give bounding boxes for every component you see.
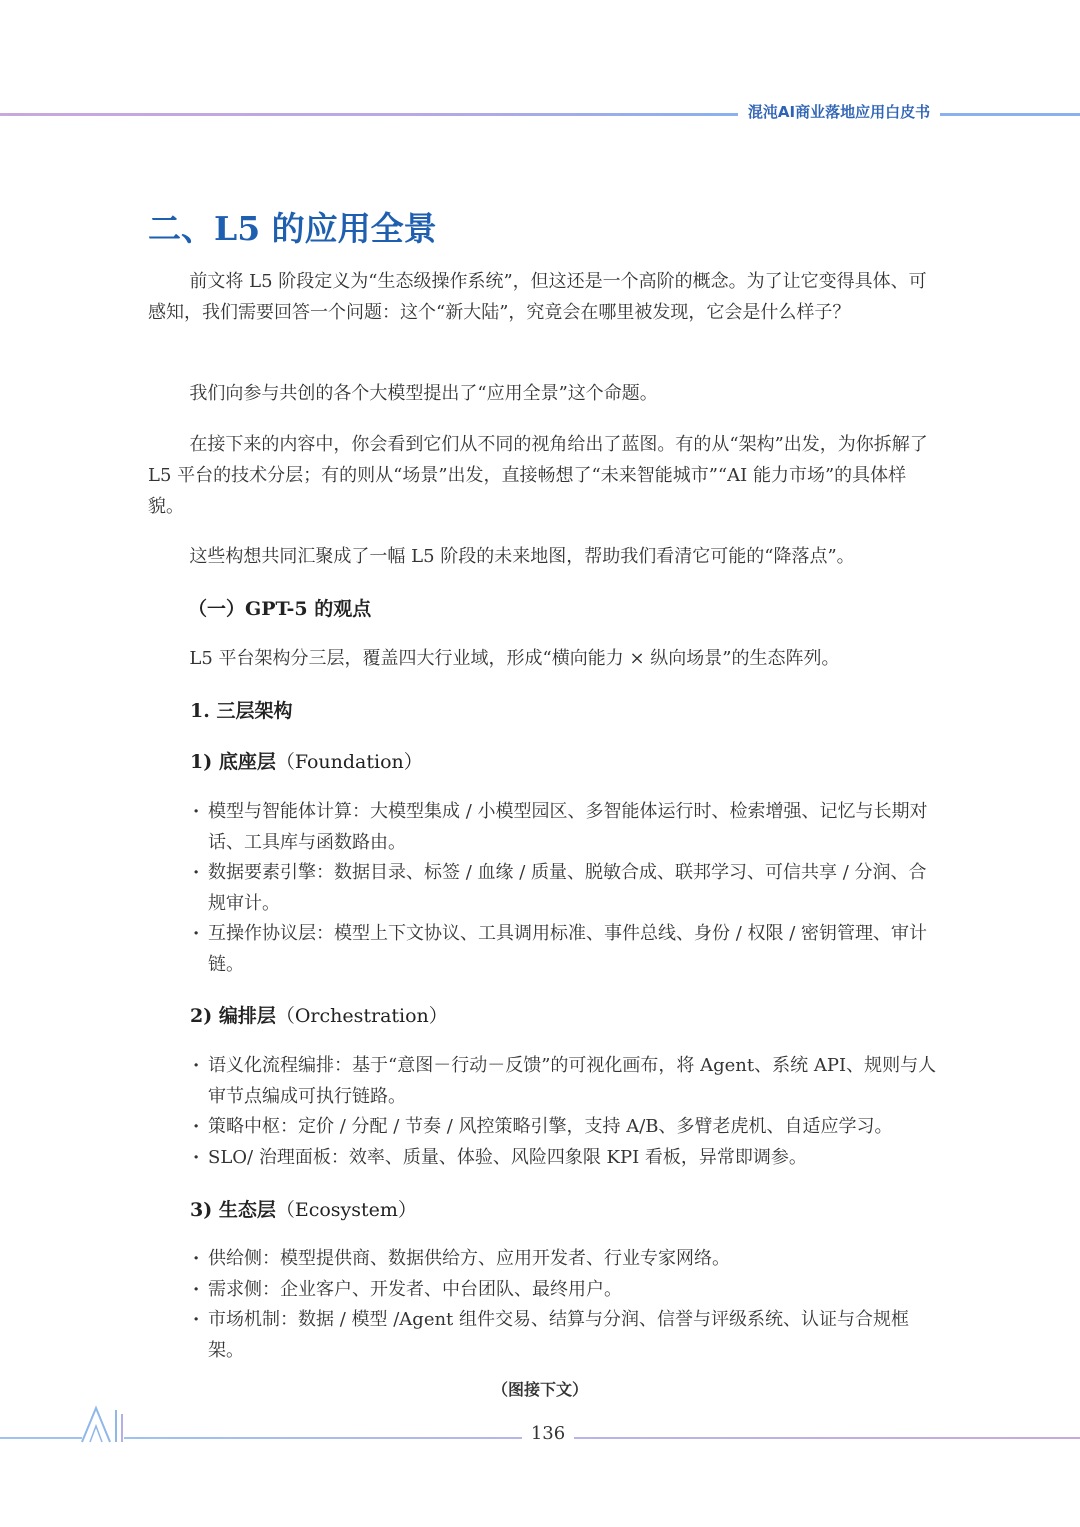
paragraph-4: 这些构想共同汇聚成了一幅 L5 阶段的未来地图，帮助我们看清它可能的“降落点”。 (189, 546, 855, 567)
subsection-title: （一）GPT-5 的观点 (188, 598, 372, 620)
paragraph-2: 我们向参与共创的各个大模型提出了“应用全景”这个命题。 (189, 383, 658, 404)
subheading-architecture: 1. 三层架构 (190, 700, 293, 722)
section-title: 二、L5 的应用全景 (148, 209, 437, 248)
list-item: · 语义化流程编排：基于“意图－行动－反馈”的可视化画布，将 Agent、系统 API、规则与人审节点编成可执行链路。 (190, 1051, 940, 1112)
list-item: · 策略中枢：定价 / 分配 / 节奏 / 风控策略引擎，支持 A/B、多臂老虎机、自适应学习。 (190, 1112, 940, 1143)
paragraph-3: 在接下来的内容中，你会看到它们从不同的视角给出了蓝图。有的从“架构”出发，为你拆解了 L5 平台的技术分层；有的则从“场景”出发，直接畅想了“未来智能城市”“AI 能力市场”的具体样貌。 (148, 434, 928, 517)
footer-rule-middle (124, 1437, 522, 1439)
layer-heading-ecosystem (190, 1195, 417, 1225)
footer-rule-right (574, 1437, 1080, 1439)
list-item: · 数据要素引擎：数据目录、标签 / 血缘 / 质量、脱敏合成、联邦学习、可信共享 / 分润、合规审计。 (190, 858, 940, 919)
paragraph-1: 前文将 L5 阶段定义为“生态级操作系统”，但这还是一个高阶的概念。为了让它变得具体、可感知，我们需要回答一个问题：这个“新大陆”，究竟会在哪里被发现，它会是什么样子？ (148, 271, 927, 323)
list-item: · 需求侧：企业客户、开发者、中台团队、最终用户。 (190, 1275, 940, 1306)
foundation-list (190, 797, 940, 980)
running-header-title: 混沌AI商业落地应用白皮书 (747, 103, 931, 121)
orchestration-list (190, 1051, 940, 1173)
layer-en-label: （Orchestration） (275, 1005, 448, 1027)
page-number: 136 (530, 1423, 566, 1444)
list-item: · 互操作协议层：模型上下文协议、工具调用标准、事件总线、身份 / 权限 / 密钥管理、审计链。 (190, 919, 940, 980)
list-item: · SLO/ 治理面板：效率、质量、体验、风险四象限 KPI 看板，异常即调参。 (190, 1143, 940, 1174)
list-item: · 市场机制：数据 / 模型 /Agent 组件交易、结算与分润、信誉与评级系统、认证与合规框架。 (190, 1305, 940, 1366)
layer-heading-orchestration (190, 1001, 448, 1031)
ai-logo-icon (80, 1404, 128, 1444)
footer-rule-left (0, 1437, 82, 1439)
header-rule-right (940, 113, 1080, 116)
ecosystem-list (190, 1244, 940, 1366)
layer-en-label: （Ecosystem） (275, 1199, 417, 1221)
layer-heading-foundation (190, 747, 423, 777)
list-item: · 供给侧：模型提供商、数据供给方、应用开发者、行业专家网络。 (190, 1244, 940, 1275)
layer-label: 1) 底座层 (190, 751, 276, 773)
layer-en-label: （Foundation） (275, 751, 423, 773)
layer-label: 2) 编排层 (190, 1005, 276, 1027)
figure-continued-caption: （图接下文） (491, 1380, 588, 1399)
list-item: · 模型与智能体计算：大模型集成 / 小模型园区、多智能体运行时、检索增强、记忆与长期对话、工具库与函数路由。 (190, 797, 940, 858)
header-rule (0, 113, 738, 116)
layer-label: 3) 生态层 (190, 1199, 276, 1221)
intro-paragraph: L5 平台架构分三层，覆盖四大行业域，形成“横向能力 × 纵向场景”的生态阵列。 (189, 648, 840, 669)
